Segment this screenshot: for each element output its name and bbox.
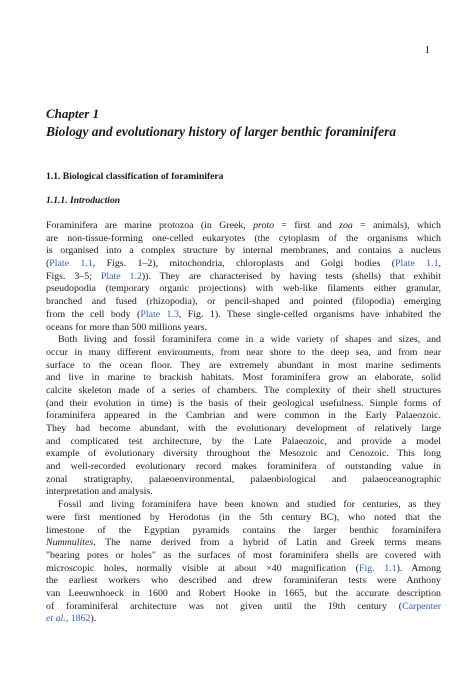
text-line bbox=[46, 258, 441, 271]
text-run: branched and fused (rhizopodia), or pencil-shaped and pointed (filopodia) emerging bbox=[46, 296, 441, 308]
text-run: )). They are characterised by having tests (shells) that exhibit bbox=[141, 270, 442, 282]
text-line bbox=[46, 398, 441, 411]
text-line bbox=[46, 245, 441, 258]
cross-reference-link[interactable]: et al. bbox=[46, 613, 66, 625]
text-line bbox=[46, 613, 441, 626]
text-run: Foraminifera are marine protozoa (in Greek, bbox=[46, 220, 254, 231]
paragraph bbox=[46, 499, 441, 626]
text-line bbox=[46, 372, 441, 385]
text-run: the earliest workers who described and drew foraminiferan tests were Anthony bbox=[46, 575, 441, 587]
text-line bbox=[46, 474, 441, 487]
text-run: are non-tissue-forming one-celled eukaryotes (the cytoplasm of the organisms which bbox=[46, 232, 441, 244]
text-line bbox=[46, 410, 441, 423]
text-run: . The name derived from a hybrid of Latin and Greek terms means bbox=[93, 537, 441, 549]
text-run: ). bbox=[90, 613, 97, 625]
cross-reference-link[interactable]: Plate 1.2 bbox=[100, 270, 142, 282]
text-line bbox=[46, 220, 441, 233]
text-line bbox=[46, 601, 441, 614]
text-run: of foraminiferal architecture was not given until the 19th century ( bbox=[46, 600, 403, 612]
section-heading: 1.1. Biological classification of foraminifera bbox=[46, 171, 224, 182]
text-line bbox=[46, 296, 441, 309]
text-line bbox=[46, 512, 441, 525]
text-line bbox=[46, 486, 441, 499]
text-line bbox=[46, 499, 441, 512]
text-run: surface to the ocean floor. They are extremely abundant in most marine sediments bbox=[46, 359, 441, 371]
page-number: 1 bbox=[424, 44, 430, 56]
text-run: ). Among bbox=[396, 562, 441, 574]
text-line bbox=[46, 575, 441, 588]
text-run: calcite skeleton made of a series of chambers. The complexity of their shell structures bbox=[46, 384, 441, 396]
chapter-label: Chapter 1 bbox=[46, 106, 100, 121]
cross-reference-link[interactable]: Plate 1.1 bbox=[395, 258, 439, 270]
chapter-title: Biology and evolutionary history of larger benthic foraminifera bbox=[46, 124, 397, 139]
text-line bbox=[46, 525, 441, 538]
text-line bbox=[46, 360, 441, 373]
italic-term: proto bbox=[253, 220, 275, 231]
text-run: oceans for more than 500 millions years. bbox=[46, 321, 207, 333]
text-run: Fossil and living foraminifera have been known and studied for centuries, as they bbox=[58, 499, 441, 511]
text-run: from the cell body ( bbox=[46, 308, 141, 320]
text-line bbox=[46, 423, 441, 436]
text-line bbox=[46, 436, 441, 449]
text-line bbox=[46, 563, 441, 576]
paragraph bbox=[46, 220, 441, 334]
cross-reference-link[interactable]: Carpenter bbox=[402, 600, 441, 612]
text-run: is organised into a complex structure by internal membranes, and contains a nucleus bbox=[46, 245, 441, 257]
text-run: (and their evolution in time) is the basis of their geological usefulness. Simple forms of bbox=[46, 397, 441, 409]
text-run: Figs. 3–5; bbox=[46, 270, 101, 282]
text-run: microscopic holes, normally visible at about ×40 magnification ( bbox=[46, 562, 359, 574]
text-run: zonal stratigraphy, palaeoenvironmental, palaeobiological and palaeoceanographic bbox=[46, 473, 441, 485]
text-run: and live in marine to brackish habitats. Most foraminifera grow an elaborate, solid bbox=[46, 372, 441, 384]
text-line bbox=[46, 461, 441, 474]
text-line bbox=[46, 271, 441, 284]
text-run: were first mentioned by Herodotus (in the 5th century BC), who noted that the bbox=[46, 511, 441, 523]
subsection-heading: 1.1.1. Introduction bbox=[46, 195, 121, 206]
text-line bbox=[46, 283, 441, 296]
text-run: , bbox=[438, 258, 441, 270]
text-line bbox=[46, 334, 441, 347]
body-text bbox=[46, 220, 441, 626]
text-run: They had become abundant, with the evolutionary development of relatively large bbox=[46, 423, 441, 434]
text-line bbox=[46, 233, 441, 246]
text-line bbox=[46, 347, 441, 360]
cross-reference-link[interactable]: Plate 1.3 bbox=[140, 308, 179, 320]
text-run: , Fig. 1). These single-celled organisms have inhabited the bbox=[178, 308, 441, 320]
text-run: example of evolutionary diversity throughout the Mesozoic and Cenozoic. This long bbox=[46, 448, 441, 460]
cross-reference-link[interactable]: , 1862 bbox=[65, 613, 91, 625]
text-run: interpretation and analysis. bbox=[46, 486, 153, 498]
text-run: foraminifera appeared in the Cambrian and were common in the Early Palaeozoic. bbox=[46, 410, 441, 422]
text-run: and well-recorded evolutionary record makes foraminifera of outstanding value in bbox=[46, 461, 441, 473]
text-run: van Leeuwnhoeck in 1600 and Robert Hooke in 1665, but the accurate description bbox=[46, 587, 441, 599]
text-line bbox=[46, 309, 441, 322]
text-run: = first and bbox=[274, 220, 340, 231]
text-line bbox=[46, 588, 441, 601]
text-run: limestone of the Egyptian pyramids contains the larger benthic foraminifera bbox=[46, 524, 441, 536]
text-run: , Figs. 1–2), mitochondria, chloroplasts and Golgi bodies ( bbox=[92, 258, 396, 270]
text-line bbox=[46, 322, 441, 335]
text-run: occur in many different environments, from near shore to the deep sea, and from near bbox=[46, 346, 441, 358]
italic-term: zoa bbox=[339, 220, 353, 231]
cross-reference-link[interactable]: Plate 1.1 bbox=[49, 258, 93, 270]
text-run: ( bbox=[46, 258, 50, 270]
text-run: "bearing pores or holes" as the surfaces of most foraminifera shells are covered with bbox=[46, 549, 441, 561]
text-line bbox=[46, 385, 441, 398]
italic-term: Nummulites bbox=[46, 537, 94, 549]
text-run: Both living and fossil foraminifera come in a wide variety of shapes and sizes, and bbox=[58, 334, 441, 346]
text-line bbox=[46, 537, 441, 550]
text-line bbox=[46, 448, 441, 461]
text-run: and complicated test architecture, by the Late Palaeozoic, and provide a model bbox=[46, 435, 441, 447]
text-run: = animals), which bbox=[352, 220, 441, 231]
paragraph bbox=[46, 334, 441, 499]
text-line bbox=[46, 550, 441, 563]
text-run: pseudopodia (temporary organic projections) with web-like filaments either granular, bbox=[46, 283, 441, 295]
cross-reference-link[interactable]: Fig. 1.1 bbox=[358, 562, 397, 574]
